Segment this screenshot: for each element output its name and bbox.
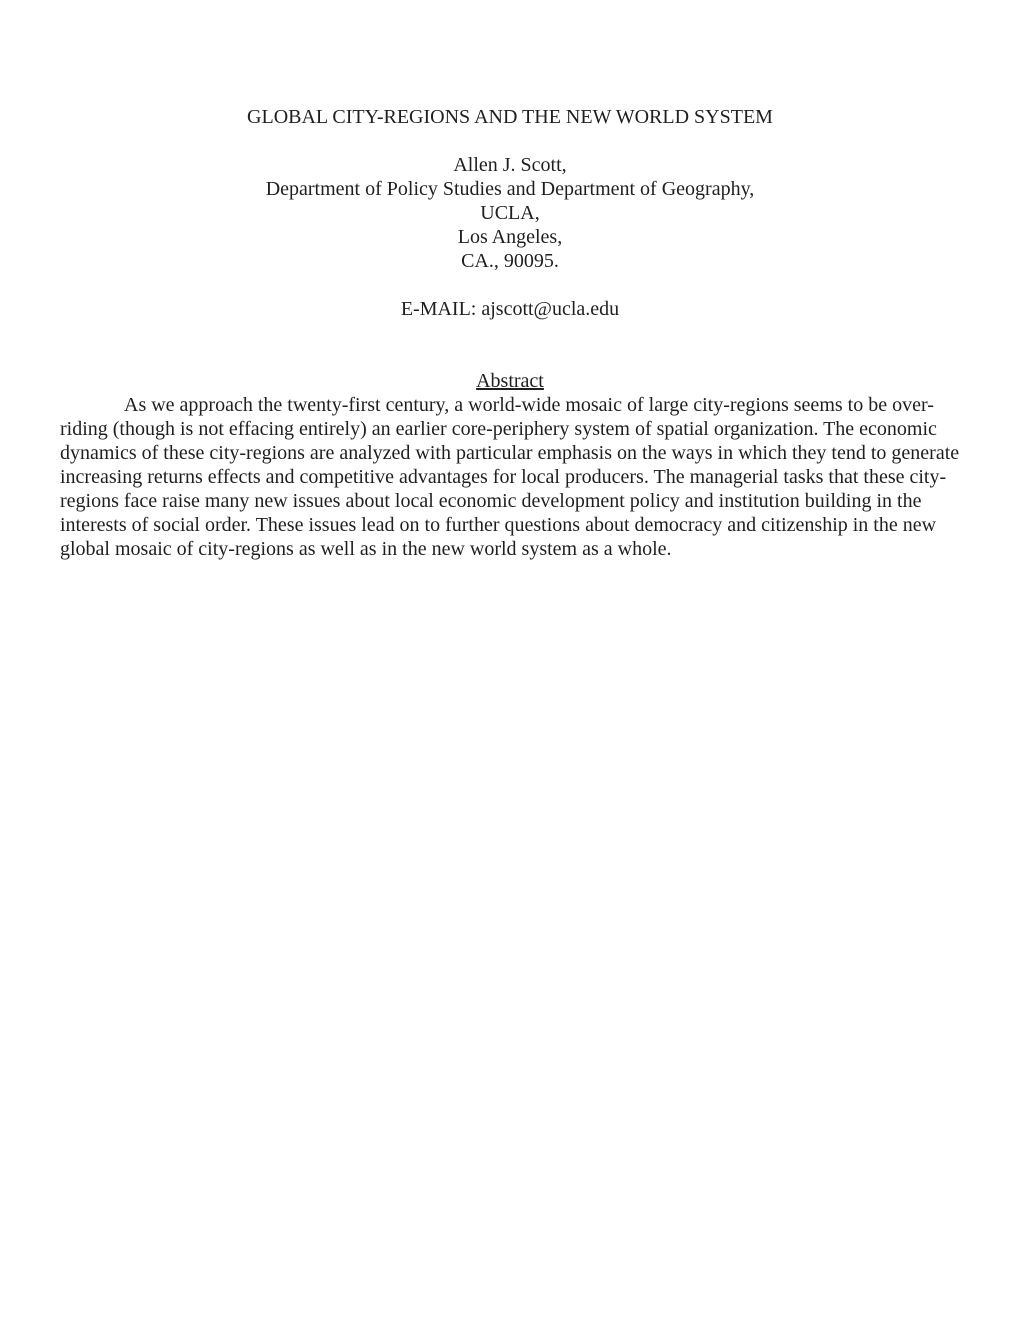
email-line: E-MAIL: ajscott@ucla.edu [400,298,620,320]
abstract-line: riding (though is not effacing entirely) an earlier core-periphery system of spatial organization. The economic [60,418,937,440]
author-institution: UCLA, [480,202,540,224]
abstract-heading-label: Abstract [476,370,544,392]
author-affiliation: Department of Policy Studies and Department of Geography, [265,178,755,200]
abstract-line: interests of social order. These issues lead on to further questions about democracy and citizenship in the new [60,514,937,536]
abstract-line: increasing returns effects and competitive advantages for local producers. The managerial tasks that these city- [60,466,947,488]
abstract-line: As we approach the twenty-first century, a world-wide mosaic of large city-regions seems to be over- [124,394,934,416]
paper-title: GLOBAL CITY-REGIONS AND THE NEW WORLD SYSTEM [247,106,773,128]
author-block [60,153,960,273]
author-city: Los Angeles, [457,226,563,248]
abstract-line: global mosaic of city-regions as well as in the new world system as a whole. [60,538,672,560]
author-state-zip: CA., 90095. [461,250,559,272]
abstract-line: dynamics of these city-regions are analyzed with particular emphasis on the ways in which they tend to generate [60,442,960,464]
author-name: Allen J. Scott, [453,154,567,176]
abstract-heading [60,369,960,393]
abstract-line: regions face raise many new issues about local economic development policy and institution building in the [60,490,922,512]
abstract-paragraph [60,393,960,561]
